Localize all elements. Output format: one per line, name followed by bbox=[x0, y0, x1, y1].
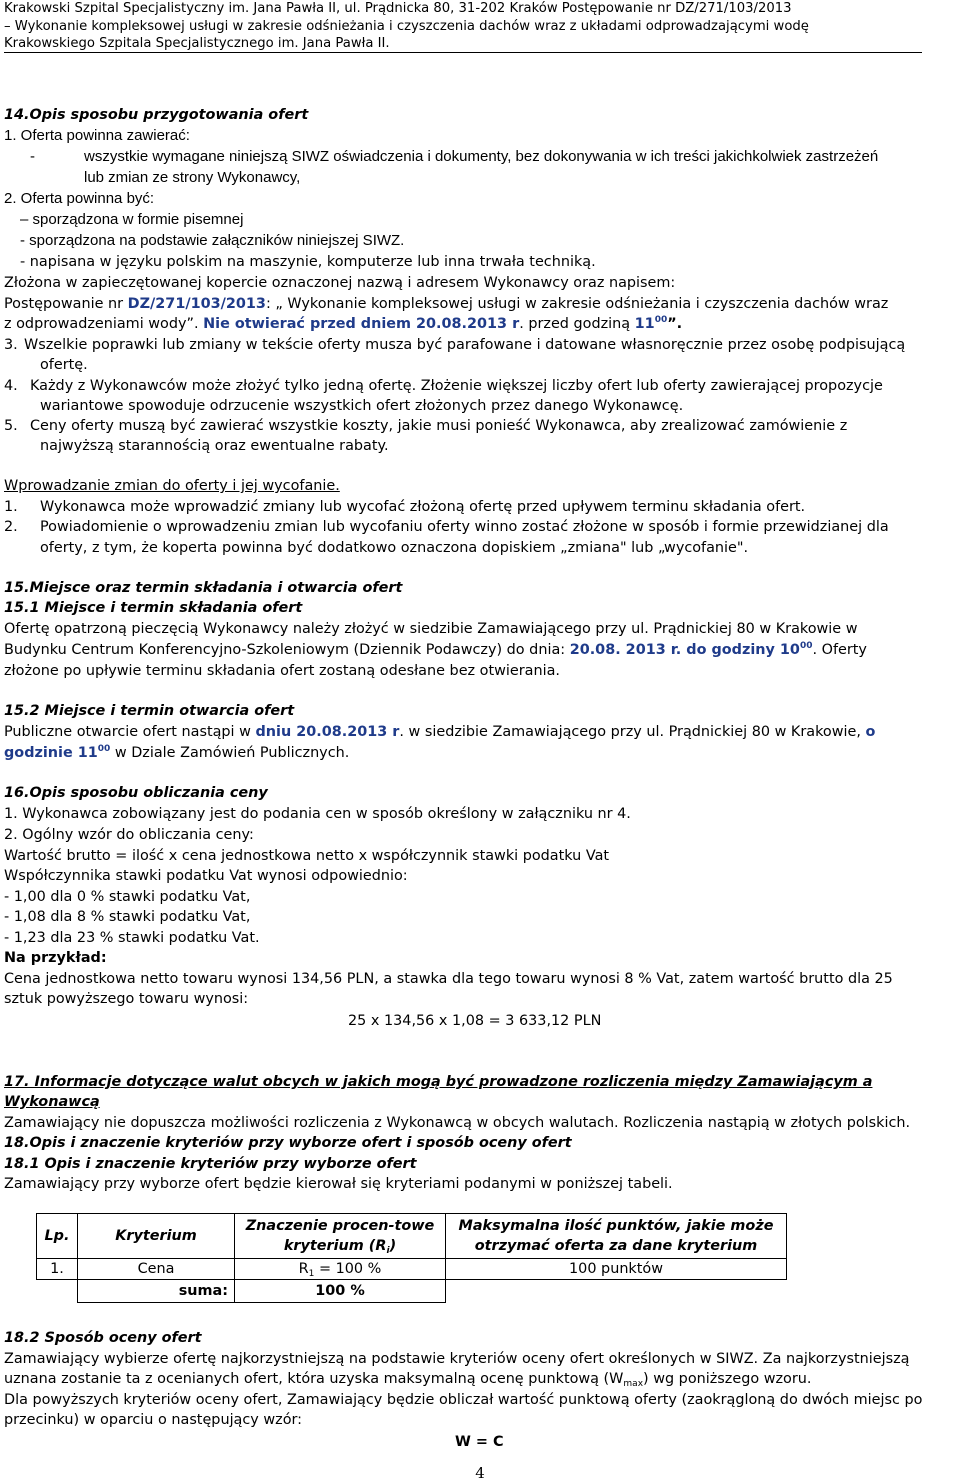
s16-line-10: sztuk powyższego towaru wynosi: bbox=[4, 991, 249, 1007]
section-15-1-heading: 15.1 Miejsce i termin składania ofert bbox=[4, 600, 303, 616]
s16-line-6: - 1,08 dla 8 % stawki podatku Vat, bbox=[4, 909, 251, 925]
do-not-open-minutes: 00 bbox=[654, 315, 668, 325]
th-znaczenie-line-1: Znaczenie procen-towe bbox=[245, 1218, 435, 1234]
header-divider bbox=[4, 52, 922, 53]
s16-line-5: - 1,00 dla 0 % stawki podatku Vat, bbox=[4, 889, 251, 905]
opening-minutes: 00 bbox=[97, 744, 111, 754]
s16-line-3: Wartość brutto = ilość x cena jednostkowa netto x współczynnik stawki podatku Vat bbox=[4, 848, 610, 864]
s14-item-2e-c: : „ Wykonanie kompleksowej usługi w zakresie odśnieżania i czyszczenia dachów wraz bbox=[265, 296, 889, 312]
header-line-1: Krakowski Szpital Specjalistyczny im. Jana Pawła II, ul. Prądnicka 80, 31-202 Kraków Postępowanie nr DZ/271/103/2013 bbox=[4, 1, 792, 16]
s14-item-3-line-2: ofertę. bbox=[40, 357, 88, 373]
th-znaczenie-line-2 bbox=[241, 1236, 439, 1256]
s14-item-2c: - napisana w języku polskim na maszynie, komputerze lub inna trwała techniką. bbox=[20, 254, 596, 270]
s16-line-9: Cena jednostkowa netto towaru wynosi 134,56 PLN, a stawka dla tego towaru wynosi 8 % Vat, zatem wartość brutto dla 25 bbox=[4, 971, 893, 987]
s14-item-2e bbox=[4, 294, 888, 314]
s18-2-line-2 bbox=[4, 1369, 811, 1389]
s16-example-label: Na przykład: bbox=[4, 950, 107, 966]
changes-item-2-line-2: oferty, z tym, że koperta powinna być dodatkowo oznaczona dopiskiem „zmiana" lub „wycofanie". bbox=[40, 540, 749, 556]
s18-2-line-4: przecinku) w oparciu o następujący wzór: bbox=[4, 1412, 303, 1428]
changes-item-2-line-1: Powiadomienie o wprowadzeniu zmian lub wycofaniu oferty winno zostać złożone w sposób i formie przewidzianej dla bbox=[40, 519, 889, 535]
submission-deadline: 20.08. 2013 r. do godziny 10 bbox=[569, 642, 800, 658]
s14-item-3-line-1: Wszelkie poprawki lub zmiany w tekście oferty musza być parafowane i datowane własnoręcznie przez osobę podpisującą bbox=[24, 337, 906, 353]
cell-lp: 1. bbox=[37, 1259, 78, 1280]
s15-2-line-2 bbox=[4, 743, 349, 763]
s18-2-line-3: Dla powyższych kryteriów oceny ofert, Zamawiający będzie obliczał wartość punktową oferty (zaokrągloną do dwóch miejsc po bbox=[4, 1392, 923, 1408]
cell-znaczenie-a: R bbox=[298, 1261, 309, 1277]
changes-item-1: Wykonawca może wprowadzić zmiany lub wycofać złożoną ofertę przed upływem terminu składania ofert. bbox=[40, 499, 806, 515]
section-18-1-heading: 18.1 Opis i znaczenie kryteriów przy wyborze ofert bbox=[4, 1156, 417, 1172]
s16-line-4: Współczynnika stawki podatku Vat wynosi odpowiednio: bbox=[4, 868, 408, 884]
table-header-row bbox=[37, 1214, 787, 1259]
sum-value: 100 % bbox=[235, 1280, 446, 1303]
th-lp: Lp. bbox=[37, 1214, 78, 1259]
s14-item-2e-a: Postępowanie nr bbox=[4, 296, 128, 312]
s15-2-line-2-b: w Dziale Zamówień Publicznych. bbox=[110, 745, 350, 761]
section-15-heading: 15.Miejsce oraz termin składania i otwarcia ofert bbox=[4, 580, 403, 596]
s14-item-5-line-2: najwyższą starannością oraz ewentualne rabaty. bbox=[40, 438, 389, 454]
procedure-number: DZ/271/103/2013 bbox=[127, 296, 266, 312]
cell-max-points: 100 punktów bbox=[446, 1259, 787, 1280]
section-18-heading: 18.Opis i znaczenie kryteriów przy wyborze ofert i sposób oceny ofert bbox=[4, 1135, 572, 1151]
table-row bbox=[37, 1259, 787, 1280]
opening-date: dniu 20.08.2013 r bbox=[255, 724, 400, 740]
th-znaczenie bbox=[235, 1214, 446, 1259]
changes-item-1-number: 1. bbox=[4, 499, 18, 515]
s14-item-1a-line-2: lub zmian ze strony Wykonawcy, bbox=[84, 169, 301, 186]
changes-item-2-number: 2. bbox=[4, 519, 18, 535]
s18-2-line-2-a: uznana zostanie ta z ocenianych ofert, która uzyska maksymalną ocenę punktową (W bbox=[4, 1371, 624, 1387]
s14-item-4-number: 4. bbox=[4, 378, 18, 394]
section-17-heading-line-1: 17. Informacje dotyczące walut obcych w jakich mogą być prowadzone rozliczenia między Zamawiającym a bbox=[4, 1074, 873, 1090]
changes-heading: Wprowadzanie zmian do oferty i jej wycofanie. bbox=[4, 478, 340, 494]
s14-item-2: 2. Oferta powinna być: bbox=[4, 190, 155, 207]
sum-label: suma: bbox=[78, 1280, 235, 1303]
s16-line-7: - 1,23 dla 23 % stawki podatku Vat. bbox=[4, 930, 260, 946]
s18-1-text: Zamawiający przy wyborze ofert będzie kierował się kryteriami podanymi w poniższej tabeli. bbox=[4, 1176, 673, 1192]
th-max-points bbox=[446, 1214, 787, 1259]
s14-item-1a-line-1: wszystkie wymagane niniejszą SIWZ oświadczenia i dokumenty, bez dokonywania w ich treści jakichkolwiek zastrzeżeń bbox=[84, 148, 879, 165]
sum-spacer bbox=[37, 1280, 78, 1303]
score-formula: W = C bbox=[455, 1434, 504, 1450]
s14-item-5-line-1: Ceny oferty muszą być zawierać wszystkie koszty, jakie musi ponieść Wykonawca, aby zrealizować zamówienie z bbox=[30, 418, 848, 434]
section-16-heading: 16.Opis sposobu obliczania ceny bbox=[4, 785, 268, 801]
table-sum-row bbox=[37, 1280, 787, 1303]
section-18-2-heading: 18.2 Sposób oceny ofert bbox=[4, 1330, 202, 1346]
criteria-table bbox=[36, 1213, 787, 1303]
cell-znaczenie-sub: 1 bbox=[308, 1269, 315, 1279]
do-not-open-notice: Nie otwierać przed dniem bbox=[203, 316, 417, 332]
cell-znaczenie-b: = 100 % bbox=[314, 1261, 382, 1277]
th-znaczenie-line-2-b: ) bbox=[389, 1238, 397, 1254]
s15-1-line-2 bbox=[4, 640, 867, 660]
section-15-2-heading: 15.2 Miejsce i termin otwarcia ofert bbox=[4, 703, 295, 719]
th-znaczenie-line-2-sub: i bbox=[386, 1246, 390, 1256]
header-line-2: – Wykonanie kompleksowej usługi w zakresie odśnieżania i czyszczenia dachów wraz z układami odprowadzającymi wodę bbox=[4, 19, 809, 34]
s18-2-line-2-sub: max bbox=[623, 1379, 644, 1389]
s16-line-2: 2. Ogólny wzór do obliczania ceny: bbox=[4, 827, 254, 843]
cell-kryterium: Cena bbox=[78, 1259, 235, 1280]
s16-line-1: 1. Wykonawca zobowiązany jest do podania cen w sposób określony w załączniku nr 4. bbox=[4, 806, 631, 822]
s14-item-4-line-2: wariantowe spowoduje odrzucenie wszystkich ofert złożonych przez danego Wykonawcę. bbox=[40, 398, 684, 414]
s18-2-line-1: Zamawiający wybierze ofertę najkorzystniejszą na podstawie kryteriów oceny ofert określonych w SIWZ. Za najkorzystniejszą bbox=[4, 1351, 910, 1367]
s15-1-line-3: złożone po upływie terminu składania ofert zostaną odesłane bez otwierania. bbox=[4, 663, 560, 679]
th-max-line-2: otrzymać oferta za dane kryterium bbox=[474, 1238, 758, 1254]
s14-item-1a-dash: - bbox=[30, 148, 35, 165]
s14-item-2f-f: ”. bbox=[667, 316, 683, 332]
s15-2-line-1-a: Publiczne otwarcie ofert nastąpi w bbox=[4, 724, 256, 740]
s14-item-3-number: 3. bbox=[4, 337, 18, 353]
s14-item-2a: – sporządzona w formie pisemnej bbox=[20, 211, 244, 228]
th-znaczenie-line-2-a: kryterium (R bbox=[283, 1238, 387, 1254]
s14-item-2f bbox=[4, 314, 682, 334]
s14-item-2f-d: . przed godziną bbox=[519, 316, 635, 332]
s16-formula: 25 x 134,56 x 1,08 = 3 633,12 PLN bbox=[348, 1013, 602, 1029]
th-max-line-1: Maksymalna ilość punktów, jakie może bbox=[458, 1218, 774, 1234]
s15-1-line-1: Ofertę opatrzoną pieczęcią Wykonawcy należy złożyć w siedzibie Zamawiającego przy ul. Prądnickiej 80 w Krakowie w bbox=[4, 621, 858, 637]
section-14-heading: 14.Opis sposobu przygotowania ofert bbox=[4, 107, 309, 123]
sum-spacer-right bbox=[446, 1280, 787, 1303]
s17-text: Zamawiający nie dopuszcza możliwości rozliczenia z Wykonawcą w obcych walutach. Rozliczenia nastąpią w złotych polskich. bbox=[4, 1115, 911, 1131]
s18-2-line-2-b: ) wg poniższego wzoru. bbox=[643, 1371, 812, 1387]
s15-2-line-1-c: . w siedzibie Zamawiającego przy ul. Prądnickiej 80 w Krakowie, bbox=[399, 724, 866, 740]
s15-2-line-1 bbox=[4, 722, 875, 742]
do-not-open-date: 20.08.2013 r bbox=[416, 316, 520, 332]
section-17-heading-line-2: Wykonawcą bbox=[4, 1094, 100, 1110]
th-kryterium: Kryterium bbox=[78, 1214, 235, 1259]
s15-1-line-2-a: Budynku Centrum Konferencyjno-Szkoleniowym (Dziennik Podawczy) do dnia: bbox=[4, 642, 570, 658]
s15-1-line-2-c: . Oferty bbox=[812, 642, 867, 658]
s14-item-2b: - sporządzona na podstawie załączników niniejszej SIWZ. bbox=[20, 232, 405, 249]
s14-item-2d: Złożona w zapieczętowanej kopercie oznaczonej nazwą i adresem Wykonawcy oraz napisem: bbox=[4, 275, 676, 291]
header-line-3: Krakowskiego Szpitala Specjalistycznego im. Jana Pawła II. bbox=[4, 36, 390, 51]
do-not-open-hour: 11 bbox=[634, 316, 655, 332]
cell-znaczenie bbox=[235, 1259, 446, 1280]
s14-item-2f-a: z odprowadzeniami wody”. bbox=[4, 316, 204, 332]
page-number: 4 bbox=[475, 1464, 485, 1482]
s14-item-1: 1. Oferta powinna zawierać: bbox=[4, 127, 190, 144]
s14-item-4-line-1: Każdy z Wykonawców może złożyć tylko jedną ofertę. Złożenie większej liczby ofert lub oferty zawierającej propozycje bbox=[30, 378, 883, 394]
submission-deadline-minutes: 00 bbox=[799, 641, 813, 651]
s15-2-line-1-d: o bbox=[865, 724, 876, 740]
s14-item-5-number: 5. bbox=[4, 418, 18, 434]
opening-hour: godzinie 11 bbox=[4, 745, 98, 761]
